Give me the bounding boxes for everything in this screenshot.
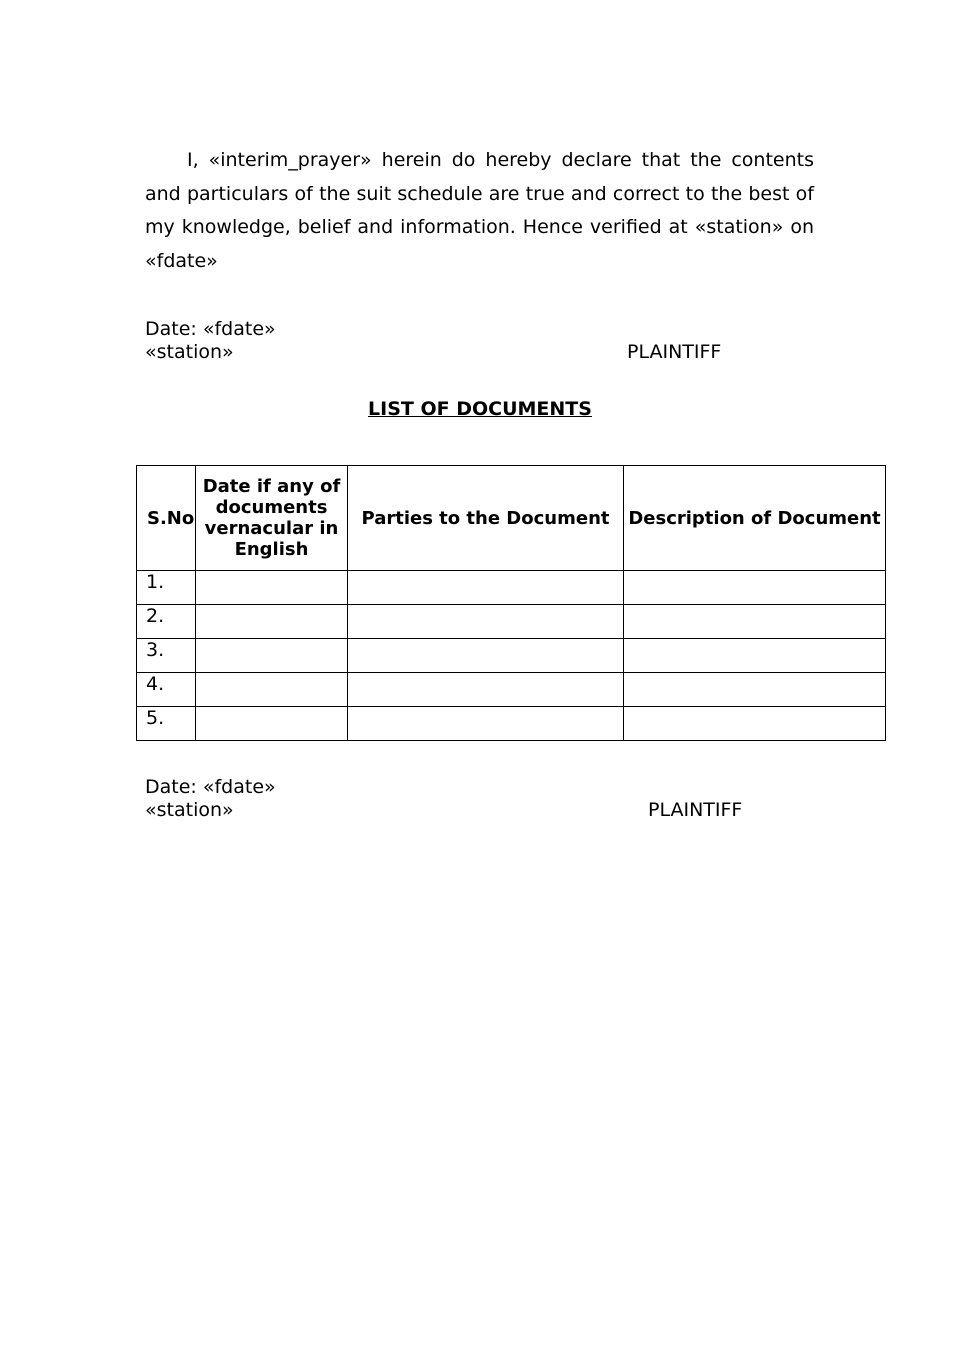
table-row [137, 571, 886, 605]
cell-sno: 2. [137, 605, 196, 639]
station-row [145, 341, 722, 364]
station-line: «station» [145, 341, 234, 363]
plaintiff-label: PLAINTIFF [648, 799, 743, 821]
table-row [137, 639, 886, 673]
cell-sno: 5. [137, 707, 196, 741]
station-line: «station» [145, 799, 234, 821]
cell-description [624, 639, 886, 673]
plaintiff-label: PLAINTIFF [627, 341, 722, 363]
header-description: Description of Document [624, 466, 886, 571]
table-row [137, 605, 886, 639]
cell-parties [348, 639, 624, 673]
verification-paragraph: I, «interim_prayer» herein do hereby declare that the contents and particulars of the suit schedule are true and correct to the best of my knowledge, belief and information. Hence verified at «station» on «fdate» [145, 149, 814, 273]
cell-parties [348, 571, 624, 605]
cell-sno: 1. [137, 571, 196, 605]
cell-description [624, 571, 886, 605]
header-date: Date if any of documents vernacular in English [196, 466, 348, 571]
cell-date [196, 605, 348, 639]
documents-table [136, 465, 886, 741]
header-parties: Parties to the Document [348, 466, 624, 571]
signature-block-top [145, 318, 722, 364]
cell-description [624, 673, 886, 707]
station-row [145, 799, 743, 822]
cell-parties [348, 673, 624, 707]
signature-block-bottom [145, 776, 743, 822]
cell-parties [348, 605, 624, 639]
cell-description [624, 707, 886, 741]
cell-sno: 3. [137, 639, 196, 673]
cell-date [196, 571, 348, 605]
cell-sno: 4. [137, 673, 196, 707]
cell-parties [348, 707, 624, 741]
table-header-row [137, 466, 886, 571]
table-row [137, 707, 886, 741]
cell-date [196, 673, 348, 707]
header-sno: S.No [137, 466, 196, 571]
date-line: Date: «fdate» [145, 318, 276, 340]
list-of-documents-heading: LIST OF DOCUMENTS [368, 398, 592, 420]
cell-date [196, 639, 348, 673]
cell-description [624, 605, 886, 639]
date-line: Date: «fdate» [145, 776, 276, 798]
table-row [137, 673, 886, 707]
cell-date [196, 707, 348, 741]
